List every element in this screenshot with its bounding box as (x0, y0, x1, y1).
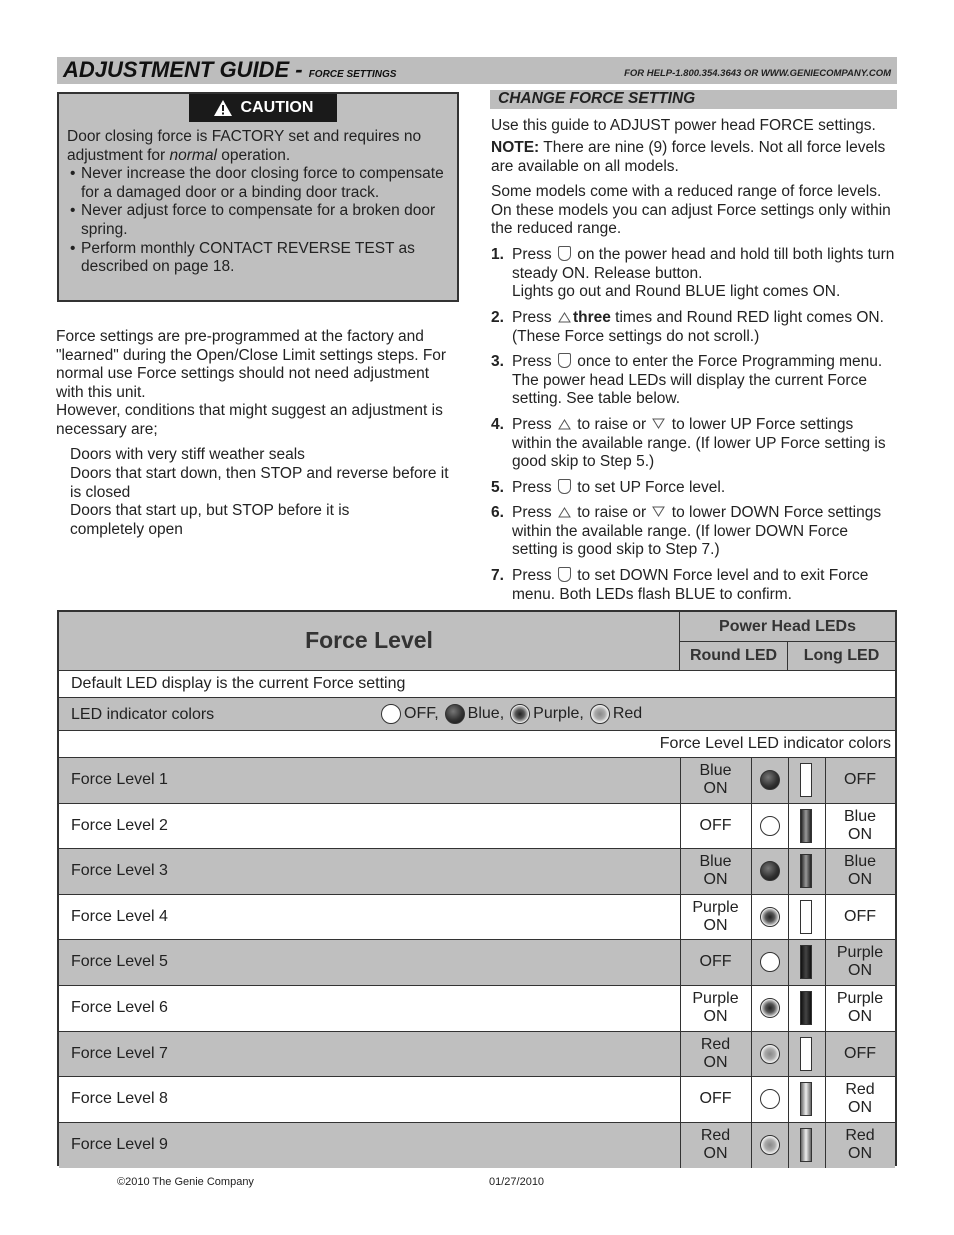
round-led-icon (760, 952, 780, 972)
caution-box (57, 92, 459, 302)
long-led-state: Blue ON (843, 807, 877, 843)
step-4: 4. Press to raise or to lower UP Force settings within the available range. (If lower UP Force setting is good skip to Step 5.) (491, 416, 886, 471)
intro-paragraph: Force settings are pre-programmed at the factory and "learned" during the Open/Close Limit settings steps. For normal use Force settings should not need adjustment with this unit. (56, 328, 447, 401)
power-head-leds-header: Power Head LEDs (680, 612, 895, 642)
long-led-state: OFF (844, 771, 876, 788)
force-level-row (59, 986, 895, 1032)
up-button-icon (558, 310, 571, 324)
help-line: FOR HELP-1.800.354.3643 OR WWW.GENIECOMPANY.COM (624, 68, 891, 79)
long-led-state: OFF (844, 907, 876, 925)
long-led-icon (800, 1037, 812, 1071)
down-button-icon (652, 417, 665, 431)
long-led-state: Red ON (845, 1081, 875, 1117)
sub-header: Force Level LED indicator colors (659, 735, 891, 752)
legend-row (59, 698, 895, 731)
round-led-icon (760, 1089, 780, 1109)
round-led-header: Round LED (680, 642, 788, 671)
led-legend: OFF, Blue, Purple, Red (381, 704, 642, 724)
force-level-label: Force Level 7 (71, 1044, 168, 1062)
condition-item: Doors that start down, then STOP and reverse before it is closed (70, 465, 449, 501)
long-led-icon (800, 763, 812, 797)
force-level-label: Force Level 1 (71, 771, 168, 788)
warning-icon (213, 99, 233, 117)
footer-copyright: ©2010 The Genie Company (117, 1176, 254, 1188)
force-level-label: Force Level 6 (71, 999, 168, 1016)
led-blue-icon (445, 704, 465, 724)
program-button-icon (558, 246, 571, 261)
step-3: 3. Press once to enter the Force Programming menu. The power head LEDs will display the current Force setting. See table below. (491, 353, 883, 408)
step-2: 2. Press three times and Round RED light comes ON. (These Force settings do not scroll.) (491, 309, 884, 345)
default-note: Default LED display is the current Force setting (71, 675, 406, 692)
force-level-label: Force Level 4 (71, 907, 168, 925)
long-led-state: OFF (844, 1044, 876, 1062)
round-led-state: Purple ON (692, 898, 739, 934)
long-led-icon (800, 854, 812, 888)
down-button-icon (652, 505, 665, 519)
legend-label: LED indicator colors (71, 706, 215, 723)
step-5: 5. Press to set UP Force level. (491, 479, 726, 496)
condition-item: Doors that start up, but STOP before it is completely open (70, 502, 350, 538)
note: NOTE: There are nine (9) force levels. Not all force levels are available on all models. (491, 139, 886, 175)
caution-intro: Door closing force is FACTORY set and requires no adjustment for normal operation. (67, 128, 422, 164)
force-level-label: Force Level 9 (71, 1135, 168, 1153)
conditions-intro: However, conditions that might suggest an adjustment is necessary are; (56, 402, 443, 438)
round-led-state: OFF (699, 816, 732, 834)
sub-header-row (59, 731, 895, 758)
round-led-icon (760, 1135, 780, 1155)
round-led-state: Purple ON (692, 990, 739, 1025)
force-level-row (59, 895, 895, 941)
caution-text (67, 128, 455, 277)
long-led-state: Purple ON (836, 990, 884, 1025)
section-title: CHANGE FORCE SETTING (498, 90, 696, 107)
round-led-icon (760, 907, 780, 927)
long-led-state: Blue ON (843, 853, 877, 889)
round-led-icon (760, 998, 780, 1018)
force-level-row (59, 1032, 895, 1078)
force-level-row (59, 804, 895, 850)
force-level-row (59, 1077, 895, 1123)
program-button-icon (558, 479, 571, 494)
round-led-state: Red ON (700, 1035, 731, 1071)
long-led-icon (800, 991, 812, 1025)
led-off-icon (381, 704, 401, 724)
step-1: 1. Press on the power head and hold till both lights turn steady ON. Release button. Lights go out and Round BLUE light comes ON. (491, 246, 895, 301)
round-led-icon (760, 861, 780, 881)
long-led-icon (800, 1082, 812, 1116)
round-led-state: Red ON (700, 1126, 731, 1162)
caution-bullet: • Never increase the door closing force to compensate for a damaged door or a binding door track. (67, 165, 455, 202)
caution-label (189, 94, 337, 122)
force-level-row (59, 758, 895, 804)
force-level-row (59, 1123, 895, 1169)
long-led-icon (800, 900, 812, 934)
force-level-row (59, 849, 895, 895)
caution-bullet: • Perform monthly CONTACT REVERSE TEST as described on page 18. (67, 240, 455, 277)
force-level-label: Force Level 3 (71, 862, 168, 880)
condition-item: Doors with very stiff weather seals (70, 446, 305, 463)
led-purple-icon (510, 704, 530, 724)
long-led-header: Long LED (788, 642, 895, 671)
long-led-icon (800, 945, 812, 979)
page-title: ADJUSTMENT GUIDE - FORCE SETTINGS (63, 57, 397, 82)
long-led-icon (800, 809, 812, 843)
page-header (57, 57, 897, 84)
force-level-row (59, 940, 895, 986)
right-intro: Use this guide to ADJUST power head FORCE settings. (491, 117, 876, 134)
up-button-icon (558, 505, 571, 519)
reduced-range-note: Some models come with a reduced range of force levels. On these models you can adjust Force settings only within the reduced range. (491, 183, 891, 238)
up-button-icon (558, 417, 571, 431)
program-button-icon (558, 567, 571, 582)
force-level-label: Force Level 8 (71, 1090, 168, 1108)
long-led-icon (800, 1128, 812, 1162)
caution-bullet: • Never adjust force to compensate for a broken door spring. (67, 202, 455, 239)
round-led-state: OFF (699, 953, 732, 971)
led-red-icon (590, 704, 610, 724)
long-led-state: Purple ON (836, 944, 884, 980)
round-led-state: Blue ON (699, 853, 732, 889)
force-level-table (57, 610, 897, 1166)
footer-date: 01/27/2010 (489, 1176, 545, 1188)
table-title: Force Level (305, 627, 433, 653)
default-note-row (59, 671, 895, 698)
section-title-bar (490, 90, 897, 109)
round-led-state: OFF (699, 1090, 732, 1108)
step-7: 7. Press to set DOWN Force level and to exit Force menu. Both LEDs flash BLUE to confirm. (491, 567, 869, 603)
program-button-icon (558, 353, 571, 368)
force-level-label: Force Level 2 (71, 816, 168, 834)
step-6: 6. Press to raise or to lower DOWN Force settings within the available range. (If lower DOWN Force setting is good skip to Step 7.) (491, 504, 882, 559)
caution-label-text: CAUTION (240, 99, 314, 116)
long-led-state: Red ON (845, 1126, 875, 1162)
table-title-cell (59, 612, 680, 671)
force-level-label: Force Level 5 (71, 953, 168, 971)
round-led-icon (760, 1044, 780, 1064)
page-subtitle: FORCE SETTINGS (308, 69, 397, 80)
round-led-state: Blue ON (699, 762, 732, 797)
round-led-icon (760, 816, 780, 836)
round-led-icon (760, 770, 780, 790)
